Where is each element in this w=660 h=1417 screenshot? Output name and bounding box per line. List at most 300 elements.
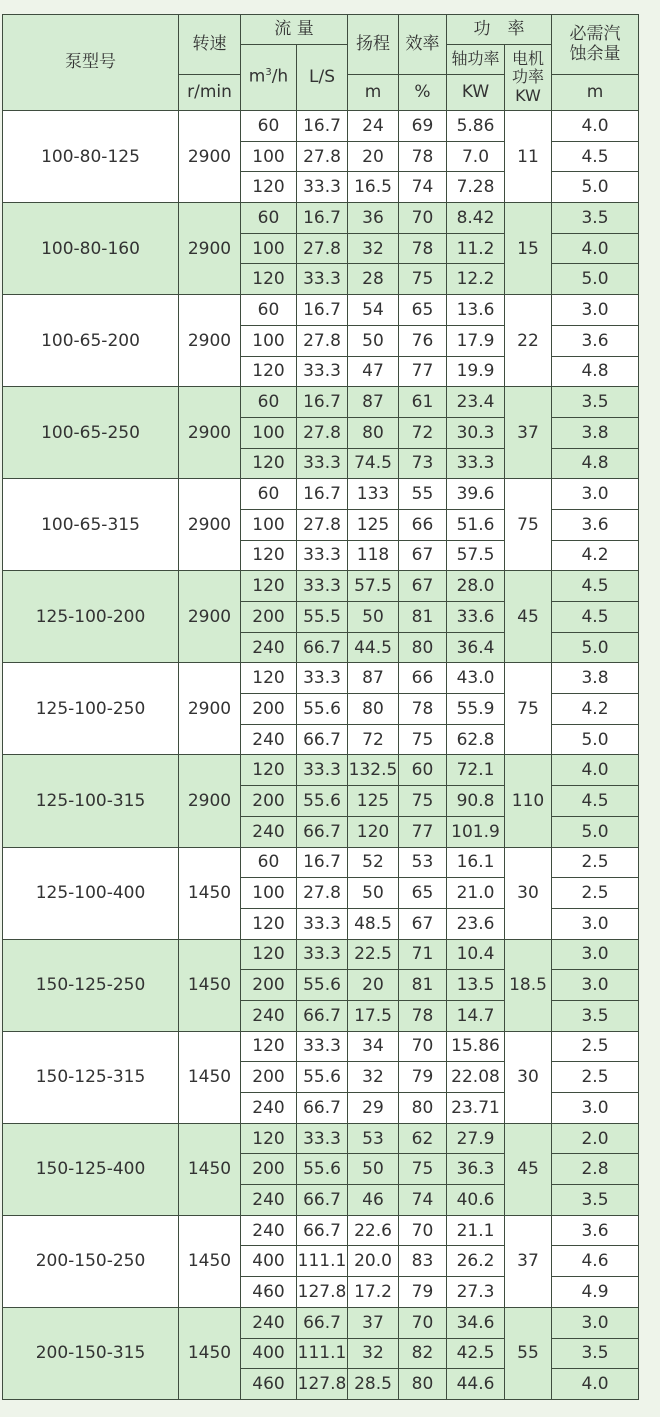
table-body <box>3 111 639 1400</box>
head-cell: 17.5 <box>348 1000 399 1031</box>
npsh-cell: 3.5 <box>552 1000 639 1031</box>
table-row <box>3 1307 639 1338</box>
pump-model-cell: 150-125-400 <box>3 1123 179 1215</box>
efficiency-cell: 75 <box>399 1154 447 1185</box>
pump-model-cell: 125-100-400 <box>3 847 179 939</box>
unit-m3h-base: m <box>248 67 266 88</box>
npsh-cell: 5.0 <box>552 264 639 295</box>
npsh-cell: 4.8 <box>552 448 639 479</box>
efficiency-cell: 78 <box>399 233 447 264</box>
flow-m3h-cell: 120 <box>241 356 297 387</box>
table-row <box>3 479 639 510</box>
flow-m3h-cell: 120 <box>241 1031 297 1062</box>
flow-ls-cell: 33.3 <box>297 939 348 970</box>
flow-m3h-cell: 240 <box>241 1215 297 1246</box>
shaft-power-cell: 23.71 <box>447 1093 505 1124</box>
npsh-cell: 4.5 <box>552 141 639 172</box>
efficiency-cell: 77 <box>399 356 447 387</box>
head-cell: 52 <box>348 847 399 878</box>
flow-m3h-cell: 100 <box>241 325 297 356</box>
efficiency-cell: 77 <box>399 816 447 847</box>
head-cell: 28 <box>348 264 399 295</box>
efficiency-cell: 53 <box>399 847 447 878</box>
col-head-header <box>348 15 399 75</box>
unit-m3h-sup: 3 <box>265 67 272 79</box>
npsh-cell: 4.0 <box>552 233 639 264</box>
head-cell: 125 <box>348 786 399 817</box>
col-speed-label: 转速 <box>192 33 227 54</box>
flow-ls-cell: 33.3 <box>297 540 348 571</box>
shaft-power-cell: 36.3 <box>447 1154 505 1185</box>
motor-power-cell: 30 <box>505 847 552 939</box>
efficiency-cell: 78 <box>399 694 447 725</box>
shaft-power-cell: 7.0 <box>447 141 505 172</box>
col-speed-unit <box>179 75 241 111</box>
shaft-power-cell: 43.0 <box>447 663 505 694</box>
npsh-cell: 2.5 <box>552 878 639 909</box>
npsh-cell: 5.0 <box>552 172 639 203</box>
flow-m3h-cell: 120 <box>241 264 297 295</box>
pump-model-cell: 125-100-200 <box>3 571 179 663</box>
head-cell: 32 <box>348 1062 399 1093</box>
col-shaft-power-header <box>447 45 505 75</box>
head-cell: 20 <box>348 970 399 1001</box>
col-npsh-unit <box>552 75 639 111</box>
speed-cell: 2900 <box>179 479 241 571</box>
flow-m3h-cell: 120 <box>241 172 297 203</box>
shaft-power-cell: 17.9 <box>447 325 505 356</box>
motor-power-cell: 15 <box>505 203 552 295</box>
shaft-power-cell: 15.86 <box>447 1031 505 1062</box>
efficiency-cell: 69 <box>399 111 447 142</box>
flow-ls-cell: 27.8 <box>297 325 348 356</box>
pump-performance-table <box>2 14 639 1400</box>
efficiency-cell: 81 <box>399 970 447 1001</box>
head-cell: 17.2 <box>348 1277 399 1308</box>
efficiency-cell: 67 <box>399 571 447 602</box>
efficiency-cell: 55 <box>399 479 447 510</box>
speed-cell: 2900 <box>179 295 241 387</box>
efficiency-cell: 79 <box>399 1062 447 1093</box>
flow-m3h-cell: 120 <box>241 755 297 786</box>
efficiency-cell: 80 <box>399 1369 447 1400</box>
flow-m3h-cell: 120 <box>241 1123 297 1154</box>
table-row <box>3 1215 639 1246</box>
npsh-cell: 4.5 <box>552 571 639 602</box>
npsh-cell: 3.0 <box>552 1307 639 1338</box>
flow-m3h-cell: 240 <box>241 1093 297 1124</box>
flow-ls-cell: 33.3 <box>297 356 348 387</box>
flow-m3h-cell: 60 <box>241 203 297 234</box>
table-row <box>3 1123 639 1154</box>
col-efficiency-header <box>399 15 447 75</box>
flow-ls-cell: 66.7 <box>297 632 348 663</box>
npsh-cell: 5.0 <box>552 724 639 755</box>
shaft-power-cell: 62.8 <box>447 724 505 755</box>
col-motor-label-line2: 功率 <box>511 67 544 87</box>
pump-model-cell: 150-125-315 <box>3 1031 179 1123</box>
npsh-cell: 4.0 <box>552 755 639 786</box>
flow-ls-cell: 16.7 <box>297 847 348 878</box>
flow-ls-cell: 16.7 <box>297 295 348 326</box>
head-cell: 20 <box>348 141 399 172</box>
flow-m3h-cell: 100 <box>241 509 297 540</box>
flow-m3h-cell: 240 <box>241 1185 297 1216</box>
npsh-cell: 2.5 <box>552 1062 639 1093</box>
table-row <box>3 939 639 970</box>
flow-m3h-cell: 240 <box>241 816 297 847</box>
speed-unit-label: r/min <box>187 81 232 102</box>
flow-ls-cell: 127.8 <box>297 1369 348 1400</box>
npsh-unit-label: m <box>586 81 604 102</box>
shaft-power-cell: 11.2 <box>447 233 505 264</box>
flow-m3h-cell: 120 <box>241 939 297 970</box>
flow-m3h-cell: 120 <box>241 540 297 571</box>
col-head-label: 扬程 <box>356 33 390 54</box>
motor-power-cell: 45 <box>505 571 552 663</box>
head-cell: 80 <box>348 417 399 448</box>
col-motor-unit: KW <box>515 85 541 105</box>
shaft-power-cell: 16.1 <box>447 847 505 878</box>
col-speed-header <box>179 15 241 75</box>
npsh-cell: 5.0 <box>552 816 639 847</box>
motor-power-cell: 45 <box>505 1123 552 1215</box>
flow-m3h-cell: 200 <box>241 1062 297 1093</box>
npsh-cell: 3.6 <box>552 325 639 356</box>
flow-ls-cell: 66.7 <box>297 1215 348 1246</box>
flow-ls-cell: 33.3 <box>297 1123 348 1154</box>
efficiency-cell: 65 <box>399 878 447 909</box>
efficiency-cell: 70 <box>399 203 447 234</box>
flow-m3h-cell: 120 <box>241 448 297 479</box>
motor-power-cell: 11 <box>505 111 552 203</box>
shaft-power-cell: 13.6 <box>447 295 505 326</box>
flow-m3h-cell: 60 <box>241 387 297 418</box>
head-cell: 118 <box>348 540 399 571</box>
flow-m3h-cell: 60 <box>241 479 297 510</box>
shaft-power-cell: 26.2 <box>447 1246 505 1277</box>
flow-ls-cell: 27.8 <box>297 878 348 909</box>
flow-m3h-cell: 120 <box>241 663 297 694</box>
shaft-power-unit-label: KW <box>461 81 490 102</box>
shaft-power-cell: 30.3 <box>447 417 505 448</box>
efficiency-cell: 79 <box>399 1277 447 1308</box>
shaft-power-cell: 57.5 <box>447 540 505 571</box>
head-cell: 24 <box>348 111 399 142</box>
flow-m3h-cell: 120 <box>241 908 297 939</box>
pump-model-cell: 100-65-315 <box>3 479 179 571</box>
efficiency-cell: 71 <box>399 939 447 970</box>
shaft-power-cell: 44.6 <box>447 1369 505 1400</box>
head-cell: 22.5 <box>348 939 399 970</box>
pump-model-cell: 150-125-250 <box>3 939 179 1031</box>
flow-ls-cell: 55.6 <box>297 970 348 1001</box>
npsh-cell: 4.2 <box>552 540 639 571</box>
head-cell: 36 <box>348 203 399 234</box>
flow-ls-cell: 66.7 <box>297 1000 348 1031</box>
npsh-cell: 4.5 <box>552 786 639 817</box>
flow-m3h-cell: 200 <box>241 1154 297 1185</box>
head-cell: 120 <box>348 816 399 847</box>
col-npsh-header <box>552 15 639 75</box>
cropped-title-decoration <box>0 0 660 14</box>
shaft-power-cell: 55.9 <box>447 694 505 725</box>
flow-ls-cell: 27.8 <box>297 509 348 540</box>
head-cell: 22.6 <box>348 1215 399 1246</box>
npsh-cell: 3.5 <box>552 1185 639 1216</box>
pump-model-cell: 125-100-315 <box>3 755 179 847</box>
efficiency-cell: 80 <box>399 1093 447 1124</box>
efficiency-cell: 60 <box>399 755 447 786</box>
flow-ls-cell: 111.1 <box>297 1338 348 1369</box>
npsh-cell: 3.8 <box>552 663 639 694</box>
npsh-cell: 4.5 <box>552 602 639 633</box>
flow-ls-cell: 55.6 <box>297 786 348 817</box>
head-unit-label: m <box>364 81 382 102</box>
efficiency-cell: 74 <box>399 172 447 203</box>
efficiency-cell: 70 <box>399 1307 447 1338</box>
motor-power-cell: 30 <box>505 1031 552 1123</box>
efficiency-cell: 67 <box>399 908 447 939</box>
head-cell: 46 <box>348 1185 399 1216</box>
flow-ls-cell: 55.6 <box>297 694 348 725</box>
npsh-cell: 3.0 <box>552 908 639 939</box>
flow-ls-cell: 27.8 <box>297 417 348 448</box>
col-flow-m3h-header <box>241 45 297 111</box>
speed-cell: 1450 <box>179 939 241 1031</box>
pump-model-cell: 200-150-250 <box>3 1215 179 1307</box>
pump-model-cell: 100-80-125 <box>3 111 179 203</box>
shaft-power-cell: 8.42 <box>447 203 505 234</box>
speed-cell: 2900 <box>179 755 241 847</box>
flow-ls-cell: 16.7 <box>297 111 348 142</box>
flow-ls-cell: 16.7 <box>297 387 348 418</box>
table-header <box>3 15 639 111</box>
npsh-cell: 3.6 <box>552 509 639 540</box>
table-row <box>3 571 639 602</box>
flow-m3h-cell: 460 <box>241 1369 297 1400</box>
col-efficiency-unit <box>399 75 447 111</box>
flow-m3h-cell: 120 <box>241 571 297 602</box>
table-row <box>3 387 639 418</box>
efficiency-cell: 78 <box>399 1000 447 1031</box>
motor-power-cell: 37 <box>505 1215 552 1307</box>
speed-cell: 2900 <box>179 571 241 663</box>
npsh-cell: 2.5 <box>552 1031 639 1062</box>
efficiency-cell: 75 <box>399 786 447 817</box>
shaft-power-cell: 27.3 <box>447 1277 505 1308</box>
col-model-header <box>3 15 179 111</box>
shaft-power-cell: 19.9 <box>447 356 505 387</box>
flow-m3h-cell: 200 <box>241 786 297 817</box>
col-motor-label-line1: 电机 <box>511 48 544 68</box>
head-cell: 87 <box>348 387 399 418</box>
efficiency-cell: 75 <box>399 724 447 755</box>
npsh-cell: 2.8 <box>552 1154 639 1185</box>
flow-ls-cell: 66.7 <box>297 1307 348 1338</box>
npsh-cell: 3.5 <box>552 203 639 234</box>
table-row <box>3 663 639 694</box>
speed-cell: 1450 <box>179 1215 241 1307</box>
npsh-cell: 4.0 <box>552 111 639 142</box>
shaft-power-cell: 23.4 <box>447 387 505 418</box>
pump-model-cell: 100-65-200 <box>3 295 179 387</box>
shaft-power-cell: 101.9 <box>447 816 505 847</box>
npsh-cell: 4.2 <box>552 694 639 725</box>
efficiency-cell: 72 <box>399 417 447 448</box>
head-cell: 50 <box>348 878 399 909</box>
flow-ls-cell: 33.3 <box>297 172 348 203</box>
npsh-cell: 3.0 <box>552 939 639 970</box>
unit-ls: L/S <box>309 66 335 87</box>
flow-m3h-cell: 100 <box>241 878 297 909</box>
col-model-label: 泵型号 <box>65 51 116 72</box>
head-cell: 133 <box>348 479 399 510</box>
col-power-header <box>447 15 552 45</box>
flow-ls-cell: 27.8 <box>297 141 348 172</box>
efficiency-cell: 82 <box>399 1338 447 1369</box>
table-row <box>3 111 639 142</box>
npsh-cell: 4.0 <box>552 1369 639 1400</box>
shaft-power-cell: 72.1 <box>447 755 505 786</box>
efficiency-cell: 70 <box>399 1215 447 1246</box>
flow-m3h-cell: 100 <box>241 233 297 264</box>
shaft-power-cell: 28.0 <box>447 571 505 602</box>
head-cell: 34 <box>348 1031 399 1062</box>
flow-ls-cell: 16.7 <box>297 479 348 510</box>
efficiency-cell: 73 <box>399 448 447 479</box>
head-cell: 29 <box>348 1093 399 1124</box>
shaft-power-cell: 14.7 <box>447 1000 505 1031</box>
shaft-power-cell: 23.6 <box>447 908 505 939</box>
flow-m3h-cell: 400 <box>241 1338 297 1369</box>
flow-m3h-cell: 200 <box>241 970 297 1001</box>
head-cell: 57.5 <box>348 571 399 602</box>
unit-m3h-tail: /h <box>271 67 289 88</box>
shaft-power-cell: 7.28 <box>447 172 505 203</box>
shaft-power-cell: 42.5 <box>447 1338 505 1369</box>
col-flow-label: 流 量 <box>274 18 314 39</box>
npsh-cell: 3.5 <box>552 1338 639 1369</box>
motor-power-cell: 22 <box>505 295 552 387</box>
flow-ls-cell: 33.3 <box>297 264 348 295</box>
head-cell: 32 <box>348 1338 399 1369</box>
col-motor-power-header <box>505 45 552 111</box>
pump-model-cell: 125-100-250 <box>3 663 179 755</box>
efficiency-cell: 70 <box>399 1031 447 1062</box>
table-row <box>3 203 639 234</box>
flow-m3h-cell: 400 <box>241 1246 297 1277</box>
head-cell: 50 <box>348 325 399 356</box>
shaft-power-cell: 10.4 <box>447 939 505 970</box>
motor-power-cell: 75 <box>505 479 552 571</box>
efficiency-cell: 76 <box>399 325 447 356</box>
flow-ls-cell: 66.7 <box>297 816 348 847</box>
efficiency-cell: 75 <box>399 264 447 295</box>
flow-ls-cell: 66.7 <box>297 724 348 755</box>
npsh-cell: 2.5 <box>552 847 639 878</box>
flow-ls-cell: 33.3 <box>297 908 348 939</box>
efficiency-cell: 66 <box>399 509 447 540</box>
table-row <box>3 295 639 326</box>
flow-ls-cell: 111.1 <box>297 1246 348 1277</box>
shaft-power-cell: 5.86 <box>447 111 505 142</box>
efficiency-cell: 66 <box>399 663 447 694</box>
motor-power-cell: 55 <box>505 1307 552 1399</box>
col-efficiency-label: 效率 <box>405 33 440 54</box>
efficiency-cell: 80 <box>399 632 447 663</box>
motor-power-cell: 18.5 <box>505 939 552 1031</box>
col-shaft-power-label: 轴功率 <box>451 49 500 69</box>
efficiency-cell: 74 <box>399 1185 447 1216</box>
flow-m3h-cell: 60 <box>241 111 297 142</box>
col-head-unit <box>348 75 399 111</box>
head-cell: 132.5 <box>348 755 399 786</box>
npsh-cell: 4.9 <box>552 1277 639 1308</box>
head-cell: 74.5 <box>348 448 399 479</box>
flow-ls-cell: 127.8 <box>297 1277 348 1308</box>
col-npsh-label-line2: 蚀余量 <box>569 43 621 64</box>
speed-cell: 1450 <box>179 1307 241 1399</box>
head-cell: 20.0 <box>348 1246 399 1277</box>
flow-m3h-cell: 200 <box>241 602 297 633</box>
flow-m3h-cell: 240 <box>241 1000 297 1031</box>
flow-m3h-cell: 240 <box>241 632 297 663</box>
efficiency-unit-label: % <box>414 81 431 102</box>
npsh-cell: 3.0 <box>552 970 639 1001</box>
npsh-cell: 5.0 <box>552 632 639 663</box>
head-cell: 44.5 <box>348 632 399 663</box>
head-cell: 87 <box>348 663 399 694</box>
speed-cell: 1450 <box>179 1031 241 1123</box>
flow-m3h-cell: 100 <box>241 417 297 448</box>
flow-m3h-cell: 60 <box>241 295 297 326</box>
shaft-power-cell: 40.6 <box>447 1185 505 1216</box>
npsh-cell: 3.0 <box>552 295 639 326</box>
flow-m3h-cell: 460 <box>241 1277 297 1308</box>
col-npsh-label-line1: 必需汽 <box>569 23 621 44</box>
flow-m3h-cell: 100 <box>241 141 297 172</box>
col-shaft-power-unit <box>447 75 505 111</box>
pump-model-cell: 100-65-250 <box>3 387 179 479</box>
flow-ls-cell: 66.7 <box>297 1093 348 1124</box>
flow-ls-cell: 16.7 <box>297 203 348 234</box>
shaft-power-cell: 22.08 <box>447 1062 505 1093</box>
head-cell: 32 <box>348 233 399 264</box>
flow-ls-cell: 33.3 <box>297 663 348 694</box>
npsh-cell: 3.0 <box>552 479 639 510</box>
head-cell: 16.5 <box>348 172 399 203</box>
head-cell: 48.5 <box>348 908 399 939</box>
shaft-power-cell: 27.9 <box>447 1123 505 1154</box>
head-cell: 37 <box>348 1307 399 1338</box>
shaft-power-cell: 21.1 <box>447 1215 505 1246</box>
npsh-cell: 3.0 <box>552 1093 639 1124</box>
flow-ls-cell: 55.5 <box>297 602 348 633</box>
npsh-cell: 2.0 <box>552 1123 639 1154</box>
efficiency-cell: 61 <box>399 387 447 418</box>
head-cell: 53 <box>348 1123 399 1154</box>
table-row <box>3 755 639 786</box>
shaft-power-cell: 39.6 <box>447 479 505 510</box>
flow-ls-cell: 55.6 <box>297 1154 348 1185</box>
flow-m3h-cell: 240 <box>241 724 297 755</box>
flow-m3h-cell: 200 <box>241 694 297 725</box>
flow-ls-cell: 33.3 <box>297 571 348 602</box>
speed-cell: 2900 <box>179 663 241 755</box>
speed-cell: 2900 <box>179 203 241 295</box>
npsh-cell: 4.8 <box>552 356 639 387</box>
